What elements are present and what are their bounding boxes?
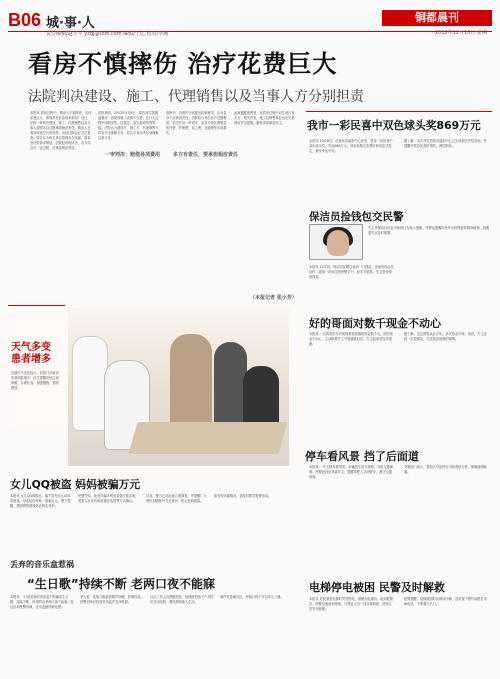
main-headline: 看房不慎摔伤 治疗花费巨大 bbox=[28, 50, 338, 78]
bottom-left-text-3 bbox=[150, 595, 214, 671]
bottom-left-text-2 bbox=[80, 595, 144, 671]
main-story-credit: （本报记者 张小芳） bbox=[250, 295, 297, 301]
right-top-text-1 bbox=[309, 139, 395, 191]
cleaner-story-title: 保洁员捡钱包交民警 bbox=[309, 211, 404, 223]
bottom-right-title: 电梯停电被困 民警及时解救 bbox=[309, 581, 445, 594]
right-top-title: 我市一彩民喜中双色球头奖869万元 bbox=[307, 119, 481, 132]
bottom-right-text-1 bbox=[309, 597, 395, 671]
health-sidebar-text bbox=[11, 371, 61, 423]
health-sidebar-headline: 天气多变 患者增多 bbox=[11, 342, 51, 365]
lower-left-text-2 bbox=[78, 494, 140, 541]
right-middle-title: 好的哥面对数千现金不动心 bbox=[309, 317, 441, 330]
lower-left-text-3 bbox=[146, 494, 208, 541]
right-top-text-2 bbox=[404, 139, 490, 191]
main-article-col-1 bbox=[30, 111, 92, 301]
issue-date: 2012年12月10日 星期一 bbox=[434, 30, 492, 36]
lower-right-text-1 bbox=[309, 465, 395, 569]
hospital-photo bbox=[68, 308, 289, 466]
lower-left-text-1 bbox=[10, 494, 72, 541]
main-article-col-4 bbox=[234, 111, 296, 301]
right-top-rule bbox=[306, 111, 492, 112]
main-subheadline: 法院判决建设、施工、代理销售以及当事人方分别担责 bbox=[28, 89, 364, 105]
page-header bbox=[8, 8, 492, 37]
bottom-left-text-1 bbox=[10, 595, 74, 671]
main-article-col-2 bbox=[98, 111, 160, 301]
lower-left-title: 女儿QQ被盗 妈妈被骗万元 bbox=[10, 478, 141, 491]
right-middle-text-1 bbox=[309, 332, 395, 438]
cleaner-text-2 bbox=[368, 226, 490, 312]
section-tag-2: 多方有责任，要承担相应责任 bbox=[173, 152, 239, 158]
main-article-col-3 bbox=[166, 111, 228, 301]
portrait-face bbox=[327, 230, 349, 256]
right-middle-text-2 bbox=[404, 332, 490, 438]
lower-right-text-2 bbox=[404, 465, 490, 569]
bottom-right-text-2 bbox=[404, 597, 490, 671]
lower-right-title: 停车看风景 挡了后面道 bbox=[305, 450, 419, 463]
bottom-left-text-4 bbox=[220, 595, 296, 671]
photo-person-left bbox=[72, 336, 108, 431]
photo-counter bbox=[128, 422, 287, 454]
page-code: B06 bbox=[8, 10, 42, 30]
section-title: 城·事·人 bbox=[46, 16, 95, 31]
lower-left-text-4 bbox=[214, 494, 296, 541]
music-box-kicker: 丢弃的音乐盒惹祸 bbox=[10, 560, 74, 569]
photo-patient bbox=[170, 334, 212, 434]
cleaner-portrait bbox=[309, 224, 363, 260]
section-tag-1: 一审判决：赔偿各项费用 bbox=[105, 152, 161, 158]
music-box-headline: “生日歌”持续不断 老两口夜不能寐 bbox=[27, 577, 215, 591]
brand-banner: 铜都晨刊 bbox=[382, 10, 492, 26]
editor-meta: 责任编辑/赵宇平 yzgj@tom.com 编辑/王亿 校对/李湘 bbox=[46, 31, 169, 37]
